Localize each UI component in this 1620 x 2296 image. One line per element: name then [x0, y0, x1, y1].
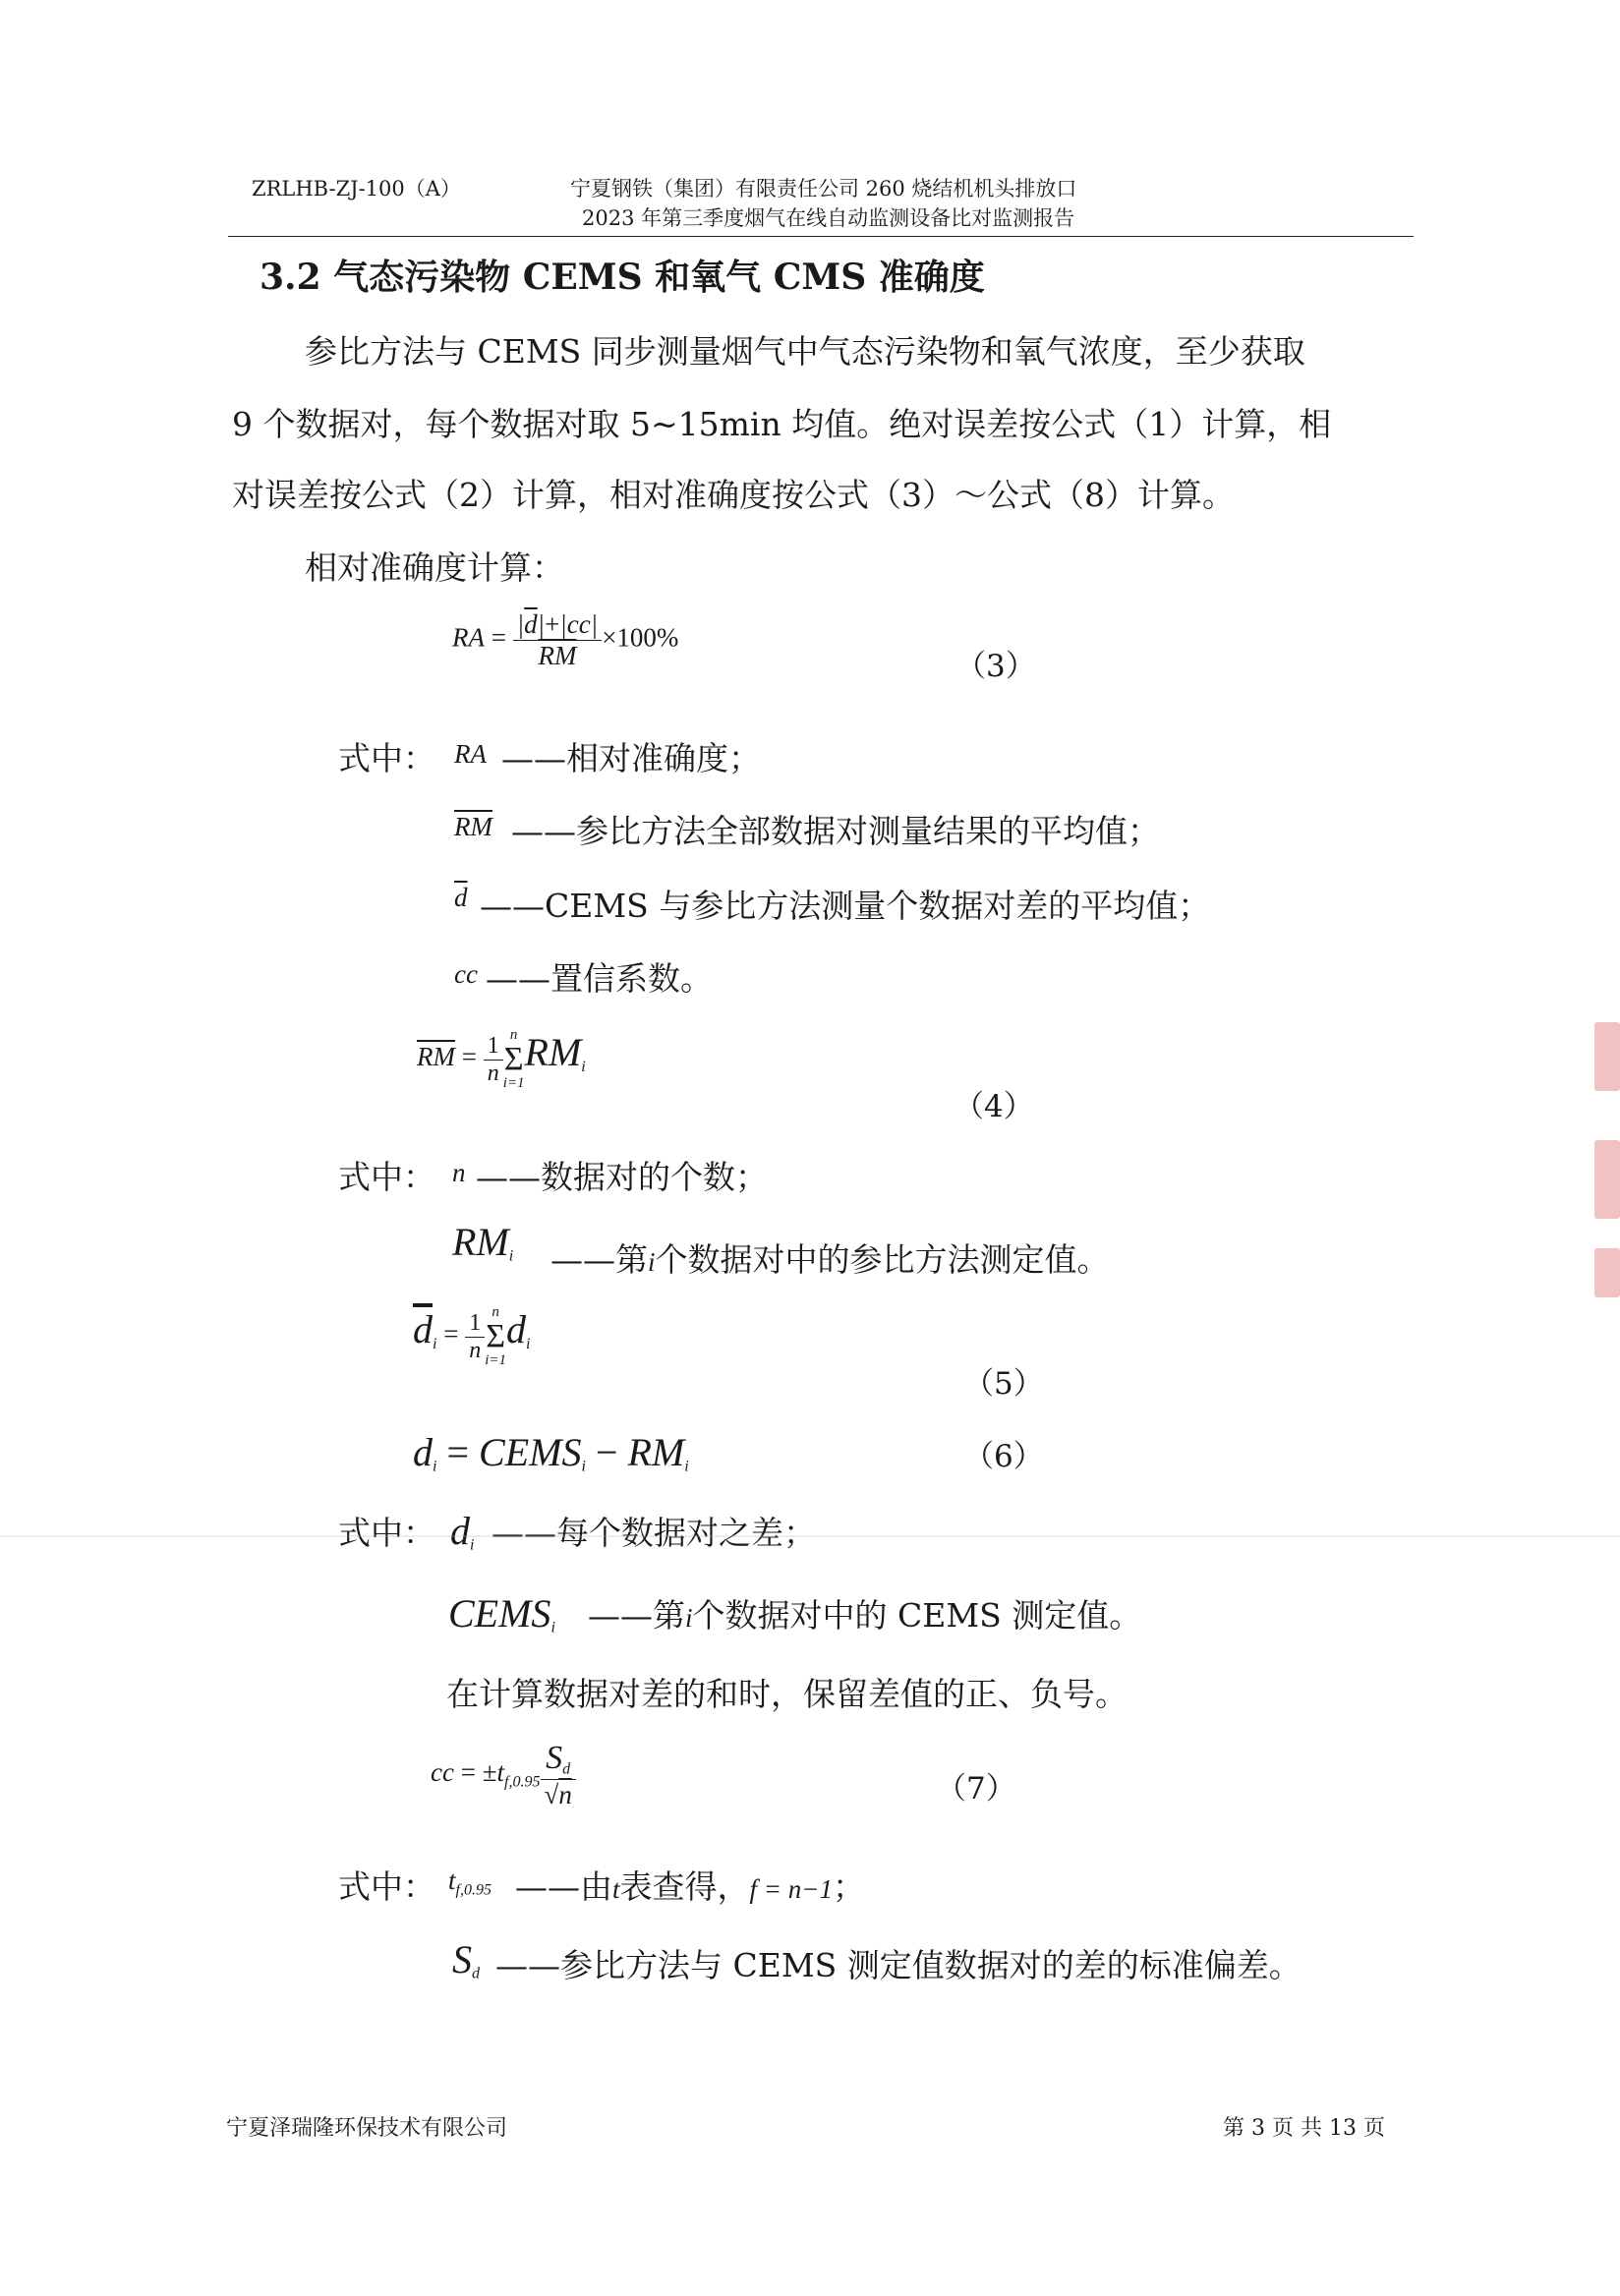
scan-line-artifact [0, 1535, 1620, 1537]
eq6-number: （6） [963, 1439, 1044, 1474]
defs7-t-t: t [612, 1874, 620, 1904]
defs3-cc-text: ——置信系数。 [486, 959, 713, 998]
defs3-ra-text: ——相对准确度； [501, 739, 761, 777]
defs7-t-b: 表查得， [619, 1867, 750, 1906]
defs7-prefix: 式中： [338, 1867, 435, 1906]
defs6-cems-sym: CEMS [448, 1591, 551, 1636]
defs7-t-sub: f,0.95 [455, 1881, 492, 1899]
defs6-cems-text [588, 1590, 1141, 1636]
eq3-dbar: $\overline{d}$ [524, 609, 538, 639]
eq4-fraction [484, 1033, 503, 1087]
footer-company: 宁夏泽瑞隆环保技术有限公司 [226, 2116, 508, 2141]
defs6-di-sym: d [450, 1509, 470, 1553]
eq5-term-sub: i [525, 1335, 531, 1352]
eq3-times: ×100% [602, 622, 679, 653]
defs7-t-text [515, 1862, 865, 1908]
eq3-fraction: $\frac{|\overline{d}|+|cc|}{RM}$ [513, 609, 602, 671]
eq6-cems: CEMS [479, 1430, 582, 1474]
eq5-number: （5） [963, 1366, 1044, 1402]
defs7-sd-symbol [452, 1936, 480, 1983]
defs4-rmi-sub: i [508, 1247, 514, 1265]
defs4-rmi-sym: RM [452, 1220, 509, 1264]
eq7-number: （7） [936, 1771, 1016, 1807]
eq6-d-sub: i [433, 1458, 437, 1475]
eq3-plus: + [545, 609, 560, 639]
header-rule [228, 236, 1414, 237]
defs4-rmi-a: ——第 [550, 1240, 648, 1279]
eq7-n: n [558, 1779, 572, 1809]
equation-4: $\overline{RM}$ = $\frac{1}{n}$ n Σ i=1 $RM_i$ [417, 1027, 586, 1091]
eq6-cems-sub: i [581, 1458, 586, 1475]
defs3-cc-symbol: cc [454, 959, 478, 989]
eq4-term: RM [524, 1030, 582, 1075]
eq5-sigma-bottom: i=1 [485, 1352, 506, 1368]
eq5-sigma-top: n [492, 1304, 499, 1320]
defs3-rm-text: ——参比方法全部数据对测量结果的平均值； [511, 812, 1160, 850]
defs6-prefix: 式中： [338, 1514, 435, 1552]
defs4-rmi-symbol [452, 1219, 513, 1266]
eq5-lhs: $\overline{d}$ [413, 1307, 433, 1352]
equation-6: $d_i$ = $CEMS_i - RM_i$ [413, 1430, 689, 1475]
defs6-di-symbol [450, 1508, 474, 1555]
defs4-rmi-text [550, 1234, 1110, 1281]
eq5-fraction [465, 1310, 485, 1364]
eq6-rm: RM [627, 1430, 685, 1474]
defs7-sd-sub: d [472, 1965, 480, 1982]
eq3-cc: cc [566, 609, 591, 639]
eq7-t: t [496, 1757, 505, 1787]
defs6-cems-b: 个数据对中的 CEMS 测定值。 [692, 1596, 1142, 1635]
defs7-sd-text: ——参比方法与 CEMS 测定值数据对的差的标准偏差。 [495, 1946, 1302, 1984]
eq4-n: n [487, 1060, 499, 1086]
eq7-fraction [541, 1740, 576, 1810]
defs7-t-symbol [448, 1866, 492, 1900]
defs6-cems-sub: i [550, 1619, 555, 1636]
defs7-t-a: ——由 [515, 1867, 612, 1906]
eq4-sigma-bottom: i=1 [502, 1075, 525, 1091]
defs7-f-expr: f = n−1 [749, 1874, 833, 1904]
eq5-one: 1 [465, 1310, 485, 1338]
eq7-sd: S [546, 1740, 563, 1776]
defs6-cems-symbol [448, 1590, 555, 1637]
defs3-prefix: 式中： [338, 739, 435, 777]
eq3-number: （3） [955, 649, 1036, 684]
defs7-sd-sym: S [452, 1937, 472, 1981]
eq3-lhs: RA [452, 622, 485, 653]
eq4-sigma: n Σ i=1 [502, 1027, 525, 1091]
header-title-line2: 2023 年第三季度烟气在线自动监测设备比对监测报告 [582, 206, 1075, 230]
eq4-lhs: $\overline{RM}$ [417, 1042, 455, 1072]
defs7-t-sym: t [448, 1866, 456, 1895]
red-stamp-edge-bottom [1594, 1248, 1620, 1297]
equation-7: cc = $\pm t_{f,0.95}$ $\frac{S_d}{√n}$ [431, 1740, 576, 1810]
red-stamp-edge-middle [1594, 1140, 1620, 1219]
defs3-rm-symbol: $\overline{RM}$ [454, 812, 492, 841]
eq7-lhs: cc [431, 1757, 454, 1787]
eq4-term-sub: i [581, 1058, 586, 1075]
defs3-d-symbol: $\overline{d}$ [454, 883, 468, 912]
defs4-n-text: ——数据对的个数； [476, 1158, 768, 1196]
defs6-di-text: ——每个数据对之差； [492, 1514, 816, 1552]
eq7-pm: ± [482, 1757, 497, 1787]
doc-code: ZRLHB-ZJ-100（A） [252, 177, 461, 201]
defs3-ra-symbol: RA [454, 739, 487, 769]
equation-3: RA = $\frac{|\overline{d}|+|cc|}{RM}$ ×100% [452, 609, 679, 670]
footer-page-number: 第 3 页 共 13 页 [1223, 2116, 1385, 2141]
equation-5: $\overline{d}_i$ = $\frac{1}{n}$ n Σ i=1 $d_i$ [413, 1304, 531, 1368]
defs3-d-text: ——CEMS 与参比方法测量个数据对差的平均值； [480, 887, 1211, 925]
defs6-cems-i: i [685, 1603, 693, 1633]
eq5-term: d [505, 1307, 526, 1352]
defs6-cems-a: ——第 [588, 1596, 685, 1635]
eq5-lhs-sub: i [433, 1335, 437, 1352]
para-line-1: 参比方法与 CEMS 同步测量烟气中气态污染物和氧气浓度，至少获取 [305, 332, 1305, 371]
eq6-d: d [413, 1430, 433, 1474]
eq7-sqrt: √ [544, 1779, 559, 1809]
eq7-sd-sub: d [562, 1760, 571, 1778]
defs4-prefix: 式中： [338, 1158, 435, 1196]
eq4-one: 1 [484, 1033, 503, 1061]
eq4-sigma-top: n [509, 1027, 518, 1043]
defs4-rmi-b: 个数据对中的参比方法测定值。 [655, 1240, 1110, 1279]
red-stamp-edge-top [1594, 1022, 1620, 1091]
header-title-line1: 宁夏钢铁（集团）有限责任公司 260 烧结机机头排放口 [570, 177, 1077, 201]
eq7-t-sub: f,0.95 [504, 1773, 541, 1791]
para-line-3: 对误差按公式（2）计算，相对准确度按公式（3）～公式（8）计算。 [232, 476, 1235, 514]
defs6-di-sub: i [470, 1536, 475, 1554]
eq3-rmbar: RM [538, 641, 577, 670]
para-line-2: 9 个数据对，每个数据对取 5~15min 均值。绝对误差按公式（1）计算，相 [232, 405, 1332, 443]
defs7-semi: ； [832, 1867, 865, 1906]
ra-heading: 相对准确度计算： [305, 548, 564, 587]
defs4-rmi-i: i [648, 1247, 656, 1277]
eq5-n: n [469, 1337, 482, 1363]
sign-note: 在计算数据对差的和时，保留差值的正、负号。 [446, 1675, 1128, 1713]
defs4-n-symbol: n [452, 1158, 466, 1187]
eq4-number: （4） [954, 1089, 1034, 1124]
section-title: 3.2 气态污染物 CEMS 和氧气 CMS 准确度 [260, 257, 985, 298]
eq5-sigma: n Σ i=1 [485, 1304, 506, 1368]
eq6-rm-sub: i [684, 1458, 689, 1475]
